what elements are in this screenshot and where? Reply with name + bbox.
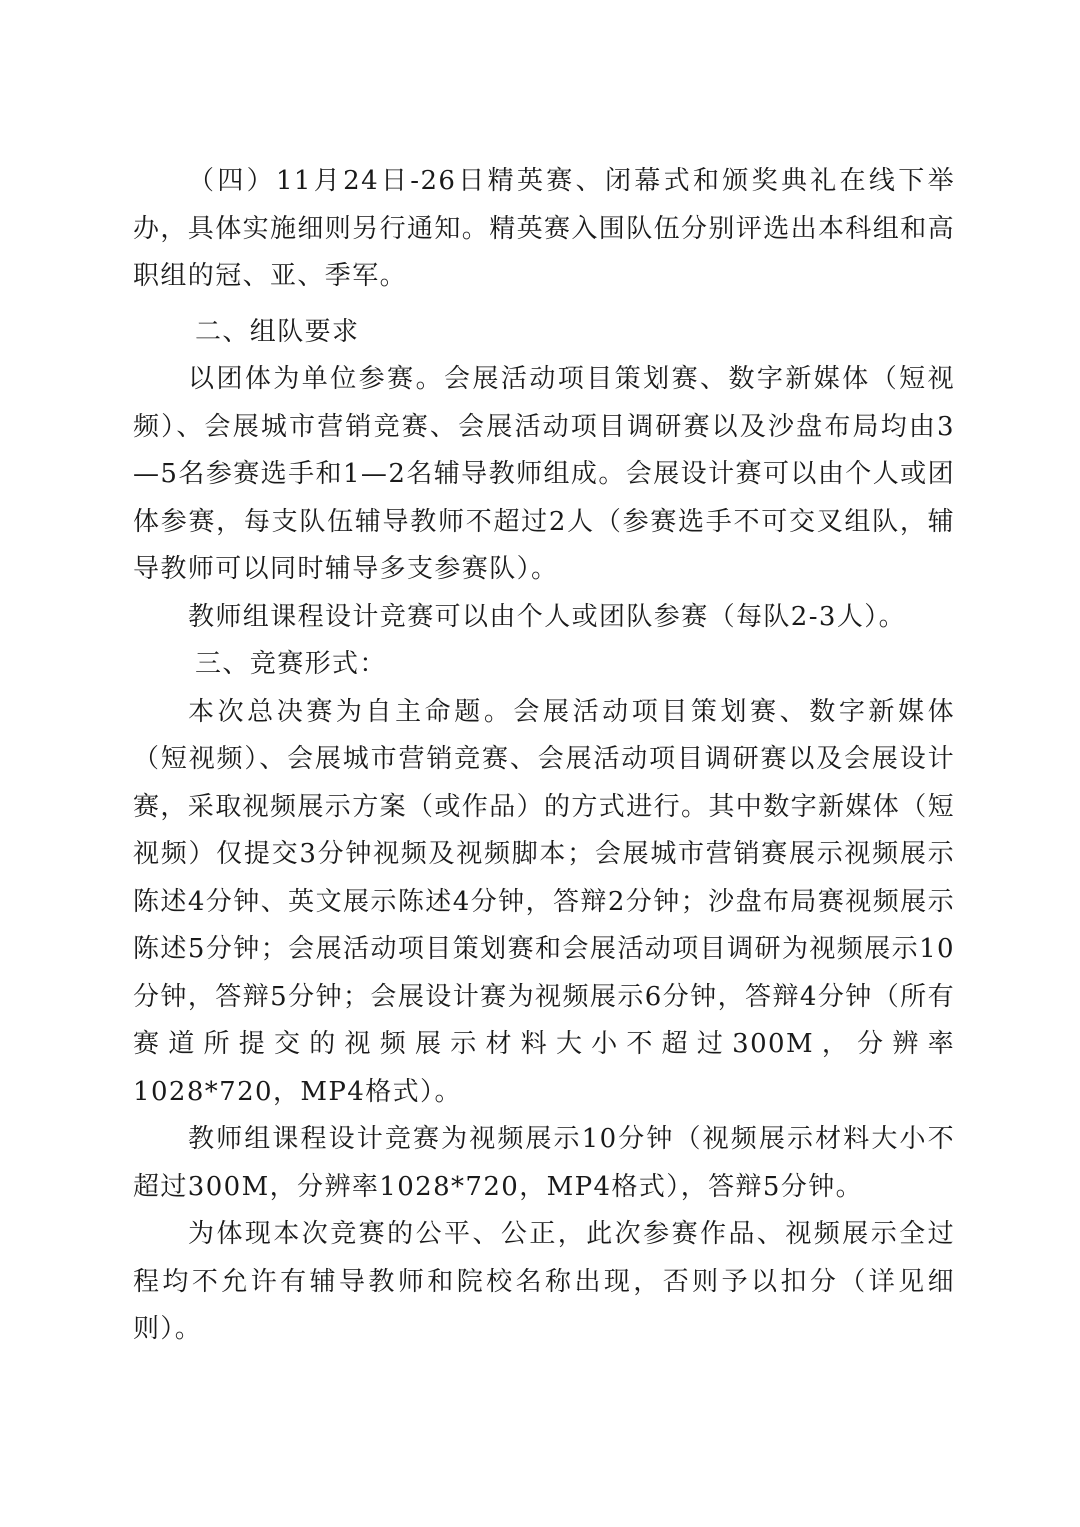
section-heading-team-requirements: 二、组队要求: [195, 316, 360, 347]
paragraph-team-composition: 以团体为单位参赛。会展活动项目策划赛、数字新媒体（短视频）、会展城市营销竞赛、会展活动项目调研赛以及沙盘布局均由3—5名参赛选手和1—2名辅导教师组成。会展设计赛可以由个人或团体参赛，每支队伍辅导教师不超过2人（参赛选手不可交叉组队，辅导教师可以同时辅导多支参赛队）。: [133, 364, 955, 584]
paragraph-teacher-group-teams: 教师组课程设计竞赛可以由个人或团队参赛（每队2-3人）。: [188, 601, 907, 632]
paragraph-fairness-rule: 为体现本次竞赛的公平、公正，此次参赛作品、视频展示全过程均不允许有辅导教师和院校名称出现，否则予以扣分（详见细则）。: [133, 1219, 955, 1344]
paragraph-competition-format: 本次总决赛为自主命题。会展活动项目策划赛、数字新媒体（短视频）、会展城市营销竞赛、会展活动项目调研赛以及会展设计赛，采取视频展示方案（或作品）的方式进行。其中数字新媒体（短视频）仅提交3分钟视频及视频脚本；会展城市营销赛展示视频展示陈述4分钟、英文展示陈述4分钟，答辩2分钟；沙盘布局赛视频展示陈述5分钟；会展活动项目策划赛和会展活动项目调研为视频展示10分钟，答辩5分钟；会展设计赛为视频展示6分钟，答辩4分钟（所有赛道所提交的视频展示材料大小不超过300M，分辨率1028*720，MP4格式）。: [133, 696, 956, 1107]
section-heading-competition-format: 三、竞赛形式：: [195, 649, 387, 679]
paragraph-teacher-group-format: 教师组课程设计竞赛为视频展示10分钟（视频展示材料大小不超过300M，分辨率1028*720，MP4格式），答辩5分钟。: [133, 1124, 955, 1202]
paragraph-final-schedule: （四）11月24日-26日精英赛、闭幕式和颁奖典礼在线下举办，具体实施细则另行通知。精英赛入围队伍分别评选出本科组和高职组的冠、亚、季军。: [133, 166, 956, 291]
document-body: [133, 158, 955, 1354]
